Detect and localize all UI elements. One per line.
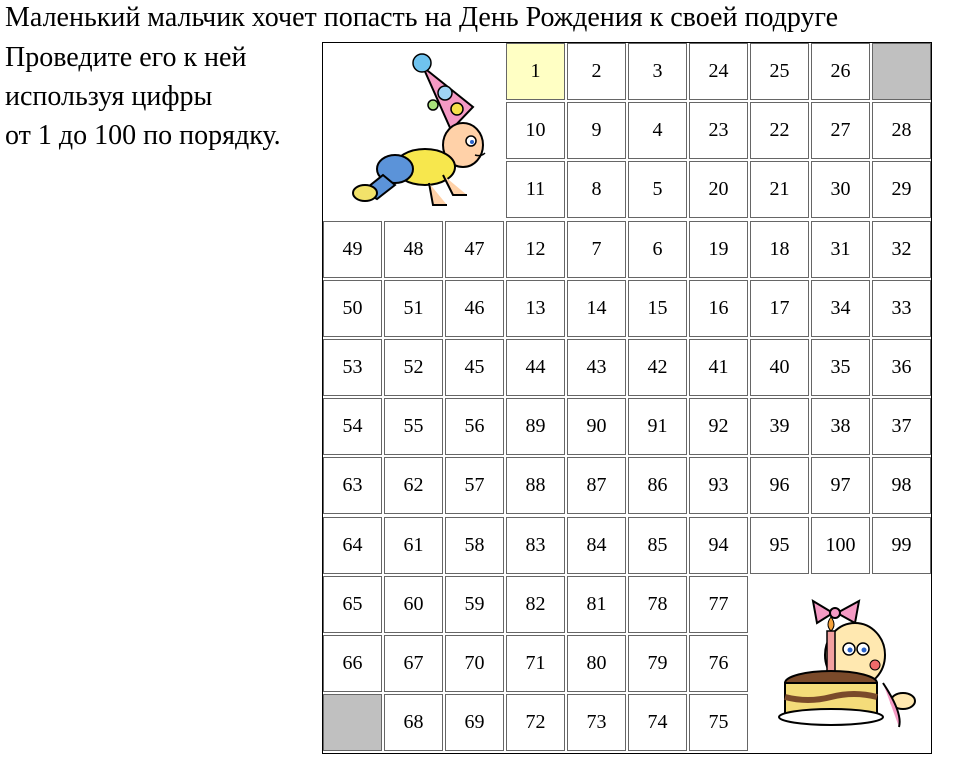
- maze-cell[interactable]: 99: [872, 517, 931, 574]
- maze-cell[interactable]: 6: [628, 221, 687, 278]
- instruction-line: от 1 до 100 по порядку.: [5, 120, 281, 151]
- maze-cell[interactable]: 44: [506, 339, 565, 396]
- maze-cell[interactable]: 35: [811, 339, 870, 396]
- maze-cell[interactable]: 29: [872, 161, 931, 218]
- maze-grid: [322, 42, 932, 754]
- maze-cell[interactable]: 92: [689, 398, 748, 455]
- maze-cell[interactable]: 32: [872, 221, 931, 278]
- blocked-cell[interactable]: [872, 43, 931, 100]
- maze-cell[interactable]: 2: [567, 43, 626, 100]
- maze-cell[interactable]: 85: [628, 517, 687, 574]
- maze-cell[interactable]: 72: [506, 694, 565, 751]
- maze-cell[interactable]: 95: [750, 517, 809, 574]
- maze-cell[interactable]: 25: [750, 43, 809, 100]
- maze-cell[interactable]: 13: [506, 280, 565, 337]
- maze-cell[interactable]: 84: [567, 517, 626, 574]
- maze-cell[interactable]: 8: [567, 161, 626, 218]
- maze-cell[interactable]: 38: [811, 398, 870, 455]
- instructions: [5, 38, 281, 155]
- maze-cell[interactable]: 47: [445, 221, 504, 278]
- maze-cell[interactable]: 10: [506, 102, 565, 159]
- page-title: Маленький мальчик хочет попасть на День Рождения к своей подруге: [5, 2, 839, 33]
- girl-with-birthday-cake-image: [763, 583, 931, 751]
- maze-cell[interactable]: 63: [323, 457, 382, 514]
- maze-cell[interactable]: 7: [567, 221, 626, 278]
- maze-cell[interactable]: 37: [872, 398, 931, 455]
- maze-cell[interactable]: 60: [384, 576, 443, 633]
- maze-cell[interactable]: 27: [811, 102, 870, 159]
- maze-cell[interactable]: 98: [872, 457, 931, 514]
- maze-cell[interactable]: 45: [445, 339, 504, 396]
- maze-cell[interactable]: 78: [628, 576, 687, 633]
- maze-cell[interactable]: 87: [567, 457, 626, 514]
- maze-cell[interactable]: 71: [506, 635, 565, 692]
- maze-cell[interactable]: 73: [567, 694, 626, 751]
- maze-cell[interactable]: 86: [628, 457, 687, 514]
- instruction-line: Проведите его к ней: [5, 42, 247, 73]
- maze-cell[interactable]: 75: [689, 694, 748, 751]
- maze-cell[interactable]: 1: [506, 43, 565, 100]
- maze-cell[interactable]: 23: [689, 102, 748, 159]
- maze-cell[interactable]: 88: [506, 457, 565, 514]
- maze-cell[interactable]: 94: [689, 517, 748, 574]
- maze-cell[interactable]: 96: [750, 457, 809, 514]
- maze-cell[interactable]: 18: [750, 221, 809, 278]
- maze-cell[interactable]: 97: [811, 457, 870, 514]
- maze-cell[interactable]: 30: [811, 161, 870, 218]
- maze-cell[interactable]: 83: [506, 517, 565, 574]
- maze-cell[interactable]: 31: [811, 221, 870, 278]
- maze-cell[interactable]: 28: [872, 102, 931, 159]
- maze-cell[interactable]: 5: [628, 161, 687, 218]
- maze-cell[interactable]: 56: [445, 398, 504, 455]
- maze-cell[interactable]: 91: [628, 398, 687, 455]
- blocked-cell[interactable]: [323, 694, 382, 751]
- maze-cell[interactable]: 74: [628, 694, 687, 751]
- maze-cell[interactable]: 9: [567, 102, 626, 159]
- maze-cell[interactable]: 61: [384, 517, 443, 574]
- maze-cell[interactable]: 36: [872, 339, 931, 396]
- maze-cell[interactable]: 80: [567, 635, 626, 692]
- maze-cell[interactable]: 53: [323, 339, 382, 396]
- maze-cell[interactable]: 81: [567, 576, 626, 633]
- maze-cell[interactable]: 3: [628, 43, 687, 100]
- maze-cell[interactable]: 77: [689, 576, 748, 633]
- maze-cell[interactable]: 43: [567, 339, 626, 396]
- maze-cell[interactable]: 89: [506, 398, 565, 455]
- maze-cell[interactable]: 33: [872, 280, 931, 337]
- maze-cell[interactable]: 41: [689, 339, 748, 396]
- maze-cell[interactable]: 11: [506, 161, 565, 218]
- maze-cell[interactable]: 54: [323, 398, 382, 455]
- maze-cell[interactable]: 49: [323, 221, 382, 278]
- maze-cell[interactable]: 42: [628, 339, 687, 396]
- instruction-line: используя цифры: [5, 81, 213, 112]
- crawling-boy-party-hat-image: [333, 45, 503, 215]
- maze-cell[interactable]: 59: [445, 576, 504, 633]
- maze-cell[interactable]: 39: [750, 398, 809, 455]
- maze-cell[interactable]: 82: [506, 576, 565, 633]
- maze-cell[interactable]: 68: [384, 694, 443, 751]
- maze-cell[interactable]: 46: [445, 280, 504, 337]
- maze-cell[interactable]: 93: [689, 457, 748, 514]
- maze-cell[interactable]: 55: [384, 398, 443, 455]
- maze-cell[interactable]: 17: [750, 280, 809, 337]
- maze-cell[interactable]: 57: [445, 457, 504, 514]
- maze-cell[interactable]: 40: [750, 339, 809, 396]
- maze-cell[interactable]: 26: [811, 43, 870, 100]
- maze-cell[interactable]: 20: [689, 161, 748, 218]
- maze-cell[interactable]: 90: [567, 398, 626, 455]
- maze-cell[interactable]: 19: [689, 221, 748, 278]
- maze-cell[interactable]: 52: [384, 339, 443, 396]
- maze-cell[interactable]: 34: [811, 280, 870, 337]
- maze-cell[interactable]: 65: [323, 576, 382, 633]
- maze-cell[interactable]: 21: [750, 161, 809, 218]
- maze-cell[interactable]: 100: [811, 517, 870, 574]
- maze-cell[interactable]: 14: [567, 280, 626, 337]
- maze-cell[interactable]: 64: [323, 517, 382, 574]
- maze-cell[interactable]: 62: [384, 457, 443, 514]
- maze-cell[interactable]: 16: [689, 280, 748, 337]
- maze-cell[interactable]: 67: [384, 635, 443, 692]
- maze-cell[interactable]: 66: [323, 635, 382, 692]
- maze-cell[interactable]: 51: [384, 280, 443, 337]
- maze-cell[interactable]: 58: [445, 517, 504, 574]
- maze-cell[interactable]: 4: [628, 102, 687, 159]
- maze-cell[interactable]: 69: [445, 694, 504, 751]
- maze-cell[interactable]: 48: [384, 221, 443, 278]
- maze-cell[interactable]: 70: [445, 635, 504, 692]
- maze-cell[interactable]: 50: [323, 280, 382, 337]
- maze-cell[interactable]: 76: [689, 635, 748, 692]
- maze-cell[interactable]: 12: [506, 221, 565, 278]
- maze-cell[interactable]: 24: [689, 43, 748, 100]
- maze-cell[interactable]: 22: [750, 102, 809, 159]
- maze-cell[interactable]: 15: [628, 280, 687, 337]
- maze-cell[interactable]: 79: [628, 635, 687, 692]
